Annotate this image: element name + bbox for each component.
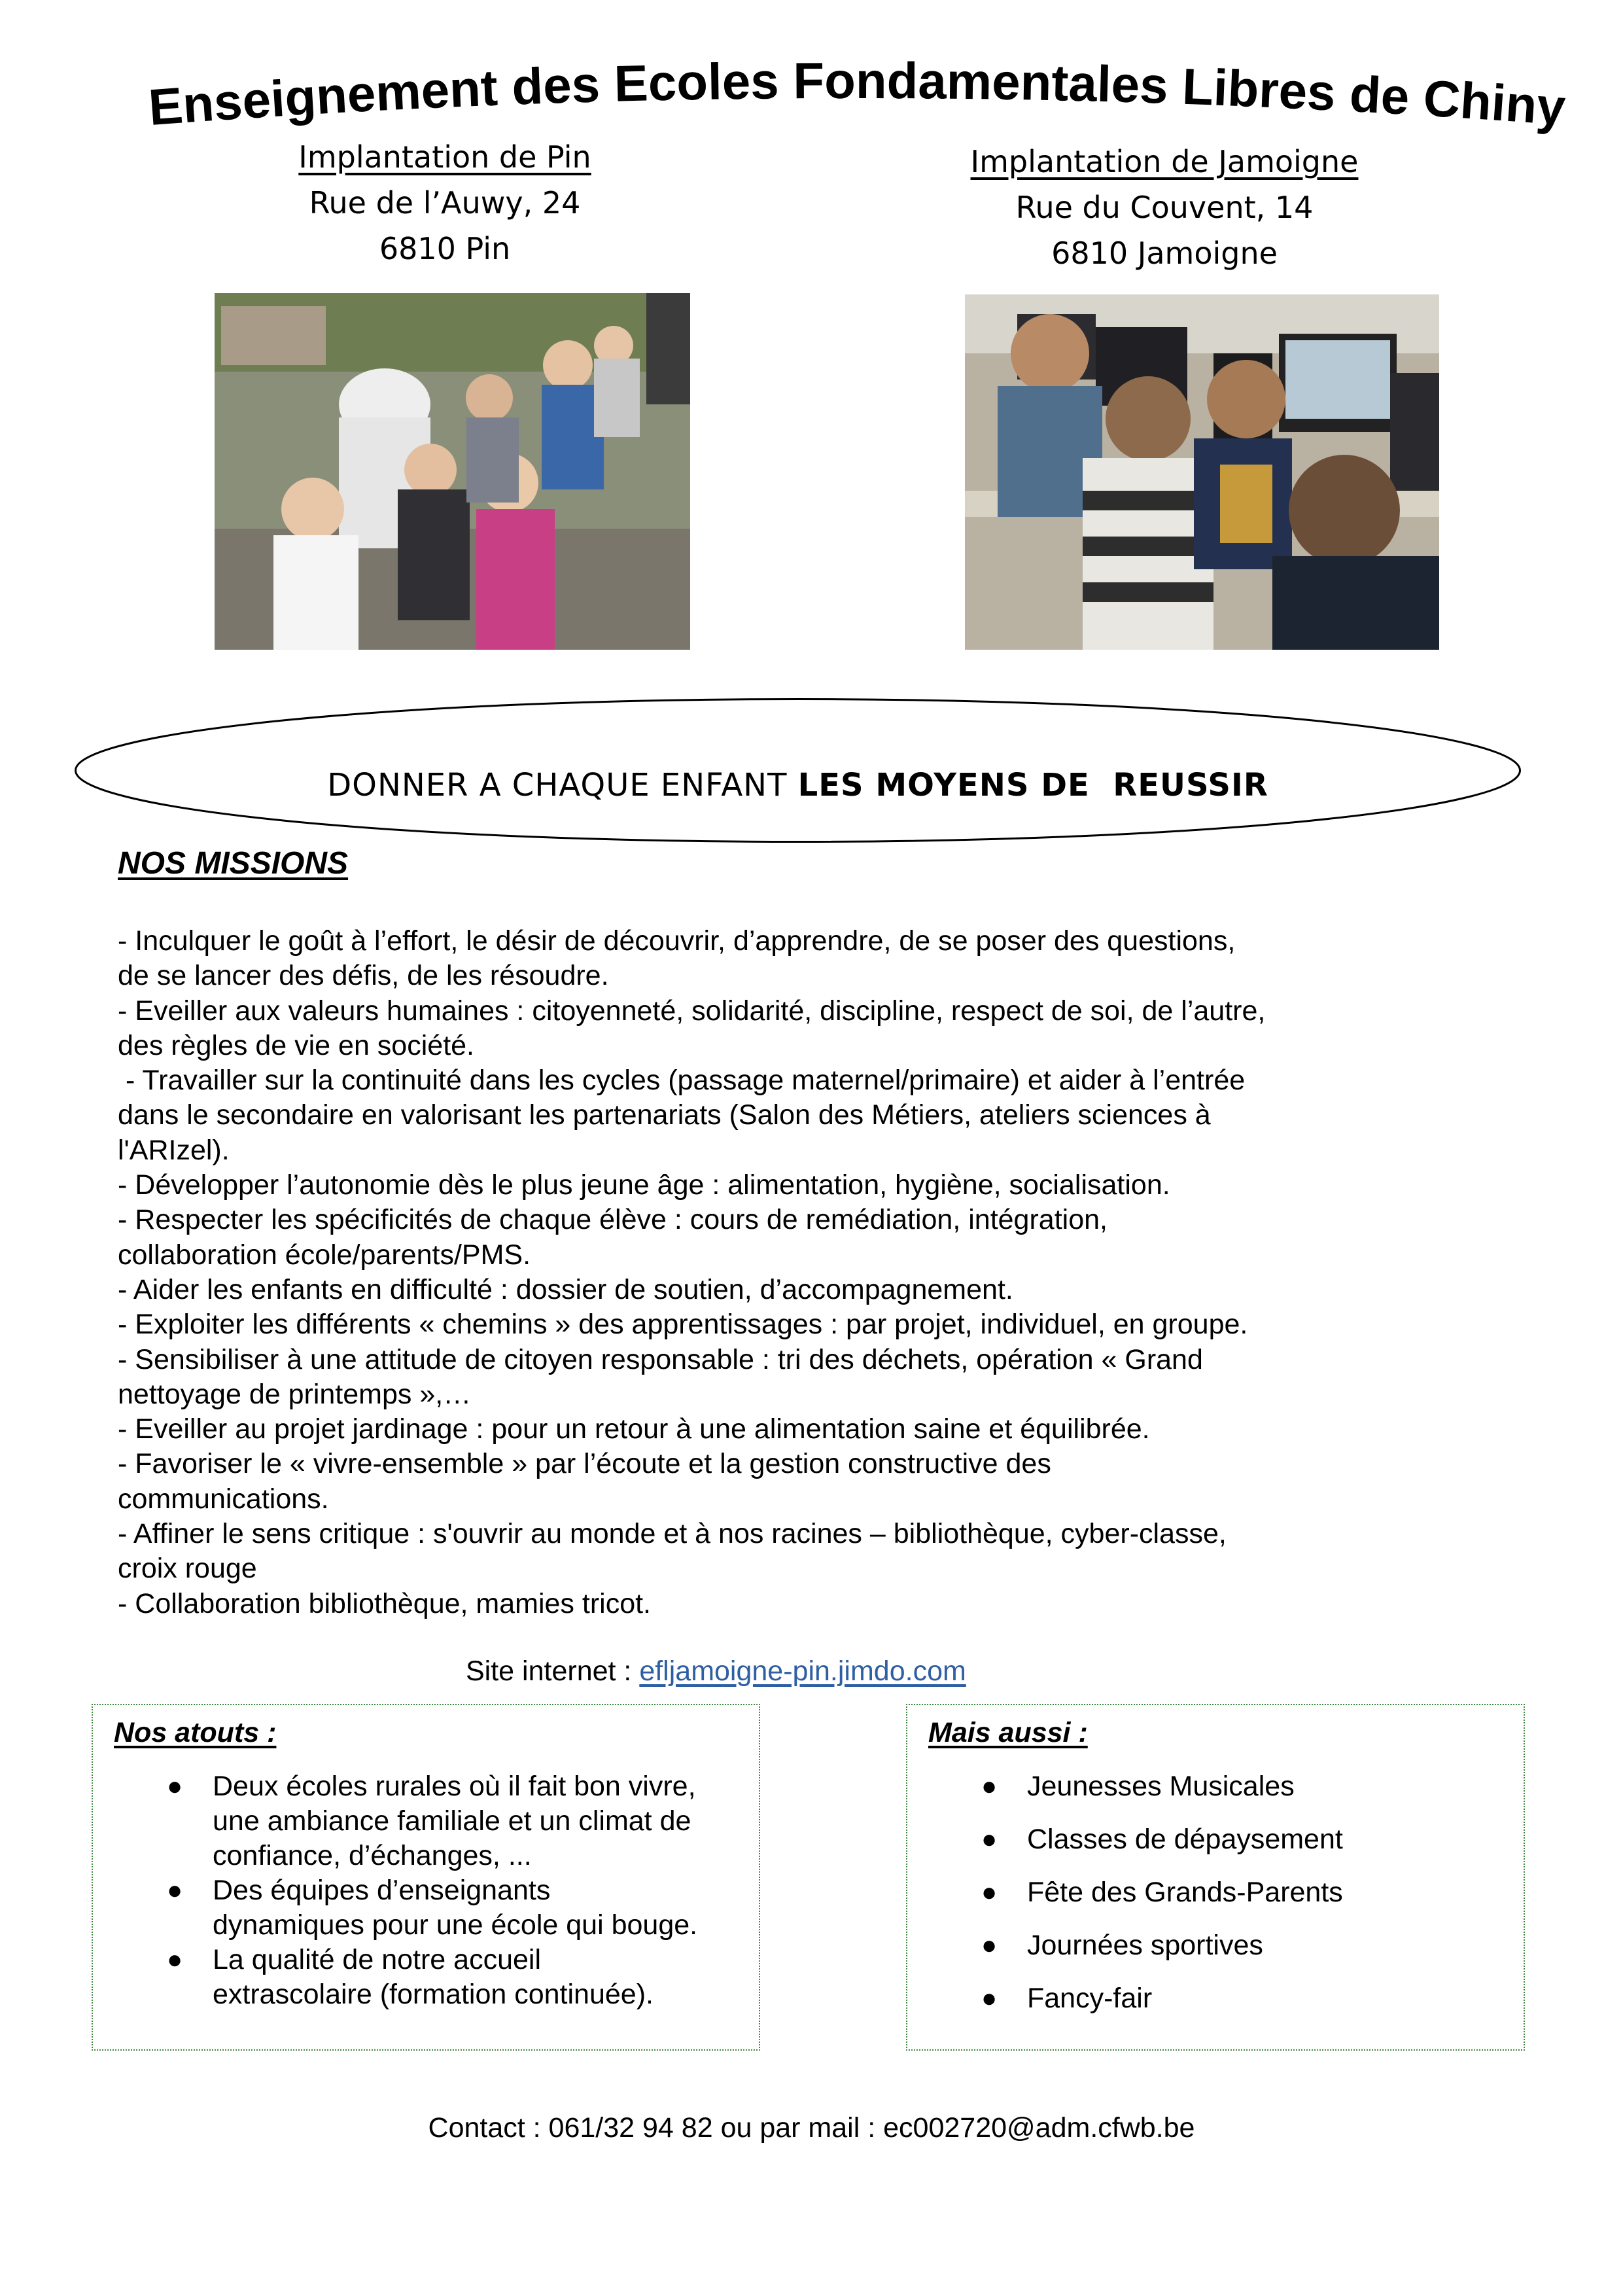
aussi-box [906, 1704, 1525, 2051]
photo-children-computers [965, 294, 1439, 650]
atouts-item-line: dynamiques pour une école qui bouge. [213, 1909, 698, 1941]
missions-list [118, 924, 1393, 1621]
address-pin [216, 134, 674, 272]
address-jamoigne [929, 139, 1400, 276]
bullet-icon: ● [981, 1984, 998, 2013]
mission-line: - Eveiller aux valeurs humaines : citoyenneté, solidarité, discipline, respect de soi, de l’autre, [118, 995, 1266, 1027]
aussi-item-text: Jeunesses Musicales [1027, 1771, 1295, 1802]
mission-line: - Collaboration bibliothèque, mamies tricot. [118, 1587, 652, 1619]
page-title-text: Enseignement des Ecoles Fondamentales Libres de Chiny [147, 51, 1567, 137]
location-street-pin: Rue de l’Auwy, 24 [309, 185, 581, 221]
website-label: Site internet : [466, 1655, 640, 1687]
mission-line: collaboration école/parents/PMS. [118, 1239, 531, 1271]
missions-heading: NOS MISSIONS [118, 846, 349, 881]
mission-line: de se lancer des défis, de les résoudre. [118, 960, 609, 992]
aussi-list [981, 1769, 1498, 2034]
bullet-icon: ● [981, 1931, 998, 1960]
slogan [73, 767, 1522, 804]
location-name-pin: Implantation de Pin [298, 139, 591, 175]
mission-line: - Respecter les spécificités de chaque élève : cours de remédiation, intégration, [118, 1204, 1108, 1236]
mission-line: croix rouge [118, 1553, 257, 1585]
aussi-item-text: Fête des Grands-Parents [1027, 1877, 1343, 1908]
contact-line: Contact : 061/32 94 82 ou par mail : ec002720@adm.cfwb.be [428, 2112, 1195, 2144]
mission-line: - Favoriser le « vivre-ensemble » par l’écoute et la gestion constructive des [118, 1448, 1051, 1480]
location-city-jamoigne: 6810 Jamoigne [1051, 236, 1278, 271]
mission-line: - Développer l’autonomie dès le plus jeune âge : alimentation, hygiène, socialisation. [118, 1169, 1170, 1201]
mission-line: des règles de vie en société. [118, 1029, 474, 1061]
atouts-item-line: Des équipes d’enseignants [213, 1875, 551, 1906]
aussi-item-text: Classes de dépaysement [1027, 1824, 1343, 1855]
mission-line: - Inculquer le goût à l’effort, le désir de découvrir, d’apprendre, de se poser des questions, [118, 925, 1236, 957]
bullet-icon: ● [167, 1945, 183, 1974]
bullet-icon: ● [981, 1825, 998, 1854]
location-city-pin: 6810 Pin [379, 231, 511, 266]
bullet-icon: ● [167, 1876, 183, 1905]
atouts-item-line: Deux écoles rurales où il fait bon vivre, [213, 1771, 696, 1802]
slogan-bold: LES MOYENS DE REUSSIR [797, 767, 1268, 804]
mission-line: - Eveiller au projet jardinage : pour un retour à une alimentation saine et équilibrée. [118, 1413, 1150, 1445]
aussi-item-text: Fancy-fair [1027, 1983, 1153, 2014]
atouts-item-line: La qualité de notre accueil [213, 1944, 542, 1975]
aussi-title: Mais aussi : [928, 1717, 1088, 1748]
bullet-icon: ● [981, 1878, 998, 1907]
mission-line: - Sensibiliser à une attitude de citoyen responsable : tri des déchets, opération « Grand [118, 1343, 1203, 1375]
website-link[interactable]: efljamoigne-pin.jimdo.com [639, 1655, 966, 1687]
atouts-item [167, 1873, 749, 1943]
location-name-jamoigne: Implantation de Jamoigne [970, 144, 1359, 179]
atouts-title: Nos atouts : [114, 1717, 277, 1748]
atouts-item [167, 1769, 749, 1873]
mission-line: l'ARIzel). [118, 1134, 230, 1166]
atouts-item-line: extrascolaire (formation continuée). [213, 1979, 654, 2010]
website-line [466, 1655, 966, 1687]
atouts-item-line: une ambiance familiale et un climat de [213, 1805, 691, 1837]
location-street-jamoigne: Rue du Couvent, 14 [1015, 190, 1314, 225]
aussi-item [981, 1981, 1498, 2016]
atouts-list [167, 1769, 749, 2012]
atouts-box [92, 1704, 760, 2051]
mission-line: - Exploiter les différents « chemins » des apprentissages : par projet, individuel, en groupe. [118, 1309, 1248, 1341]
atouts-item [167, 1943, 749, 2012]
aussi-item [981, 1822, 1498, 1857]
photo-children-beekeeper [215, 293, 690, 650]
mission-line: communications. [118, 1483, 329, 1515]
mission-line: - Travailler sur la continuité dans les cycles (passage maternel/primaire) et aider à l’entrée [118, 1065, 1246, 1097]
bullet-icon: ● [167, 1772, 183, 1801]
mission-line: dans le secondaire en valorisant les partenariats (Salon des Métiers, ateliers sciences à [118, 1099, 1211, 1131]
mission-line: - Affiner le sens critique : s'ouvrir au monde et à nos racines – bibliothèque, cyber-classe, [118, 1518, 1227, 1550]
bullet-icon: ● [981, 1772, 998, 1801]
aussi-item [981, 1928, 1498, 1963]
aussi-item [981, 1875, 1498, 1910]
mission-line: - Aider les enfants en difficulté : dossier de soutien, d’accompagnement. [118, 1273, 1013, 1305]
slogan-normal: DONNER A CHAQUE ENFANT [327, 767, 798, 804]
aussi-item [981, 1769, 1498, 1804]
mission-line: nettoyage de printemps »,… [118, 1378, 472, 1410]
aussi-item-text: Journées sportives [1027, 1930, 1263, 1961]
atouts-item-line: confiance, d’échanges, ... [213, 1840, 532, 1871]
